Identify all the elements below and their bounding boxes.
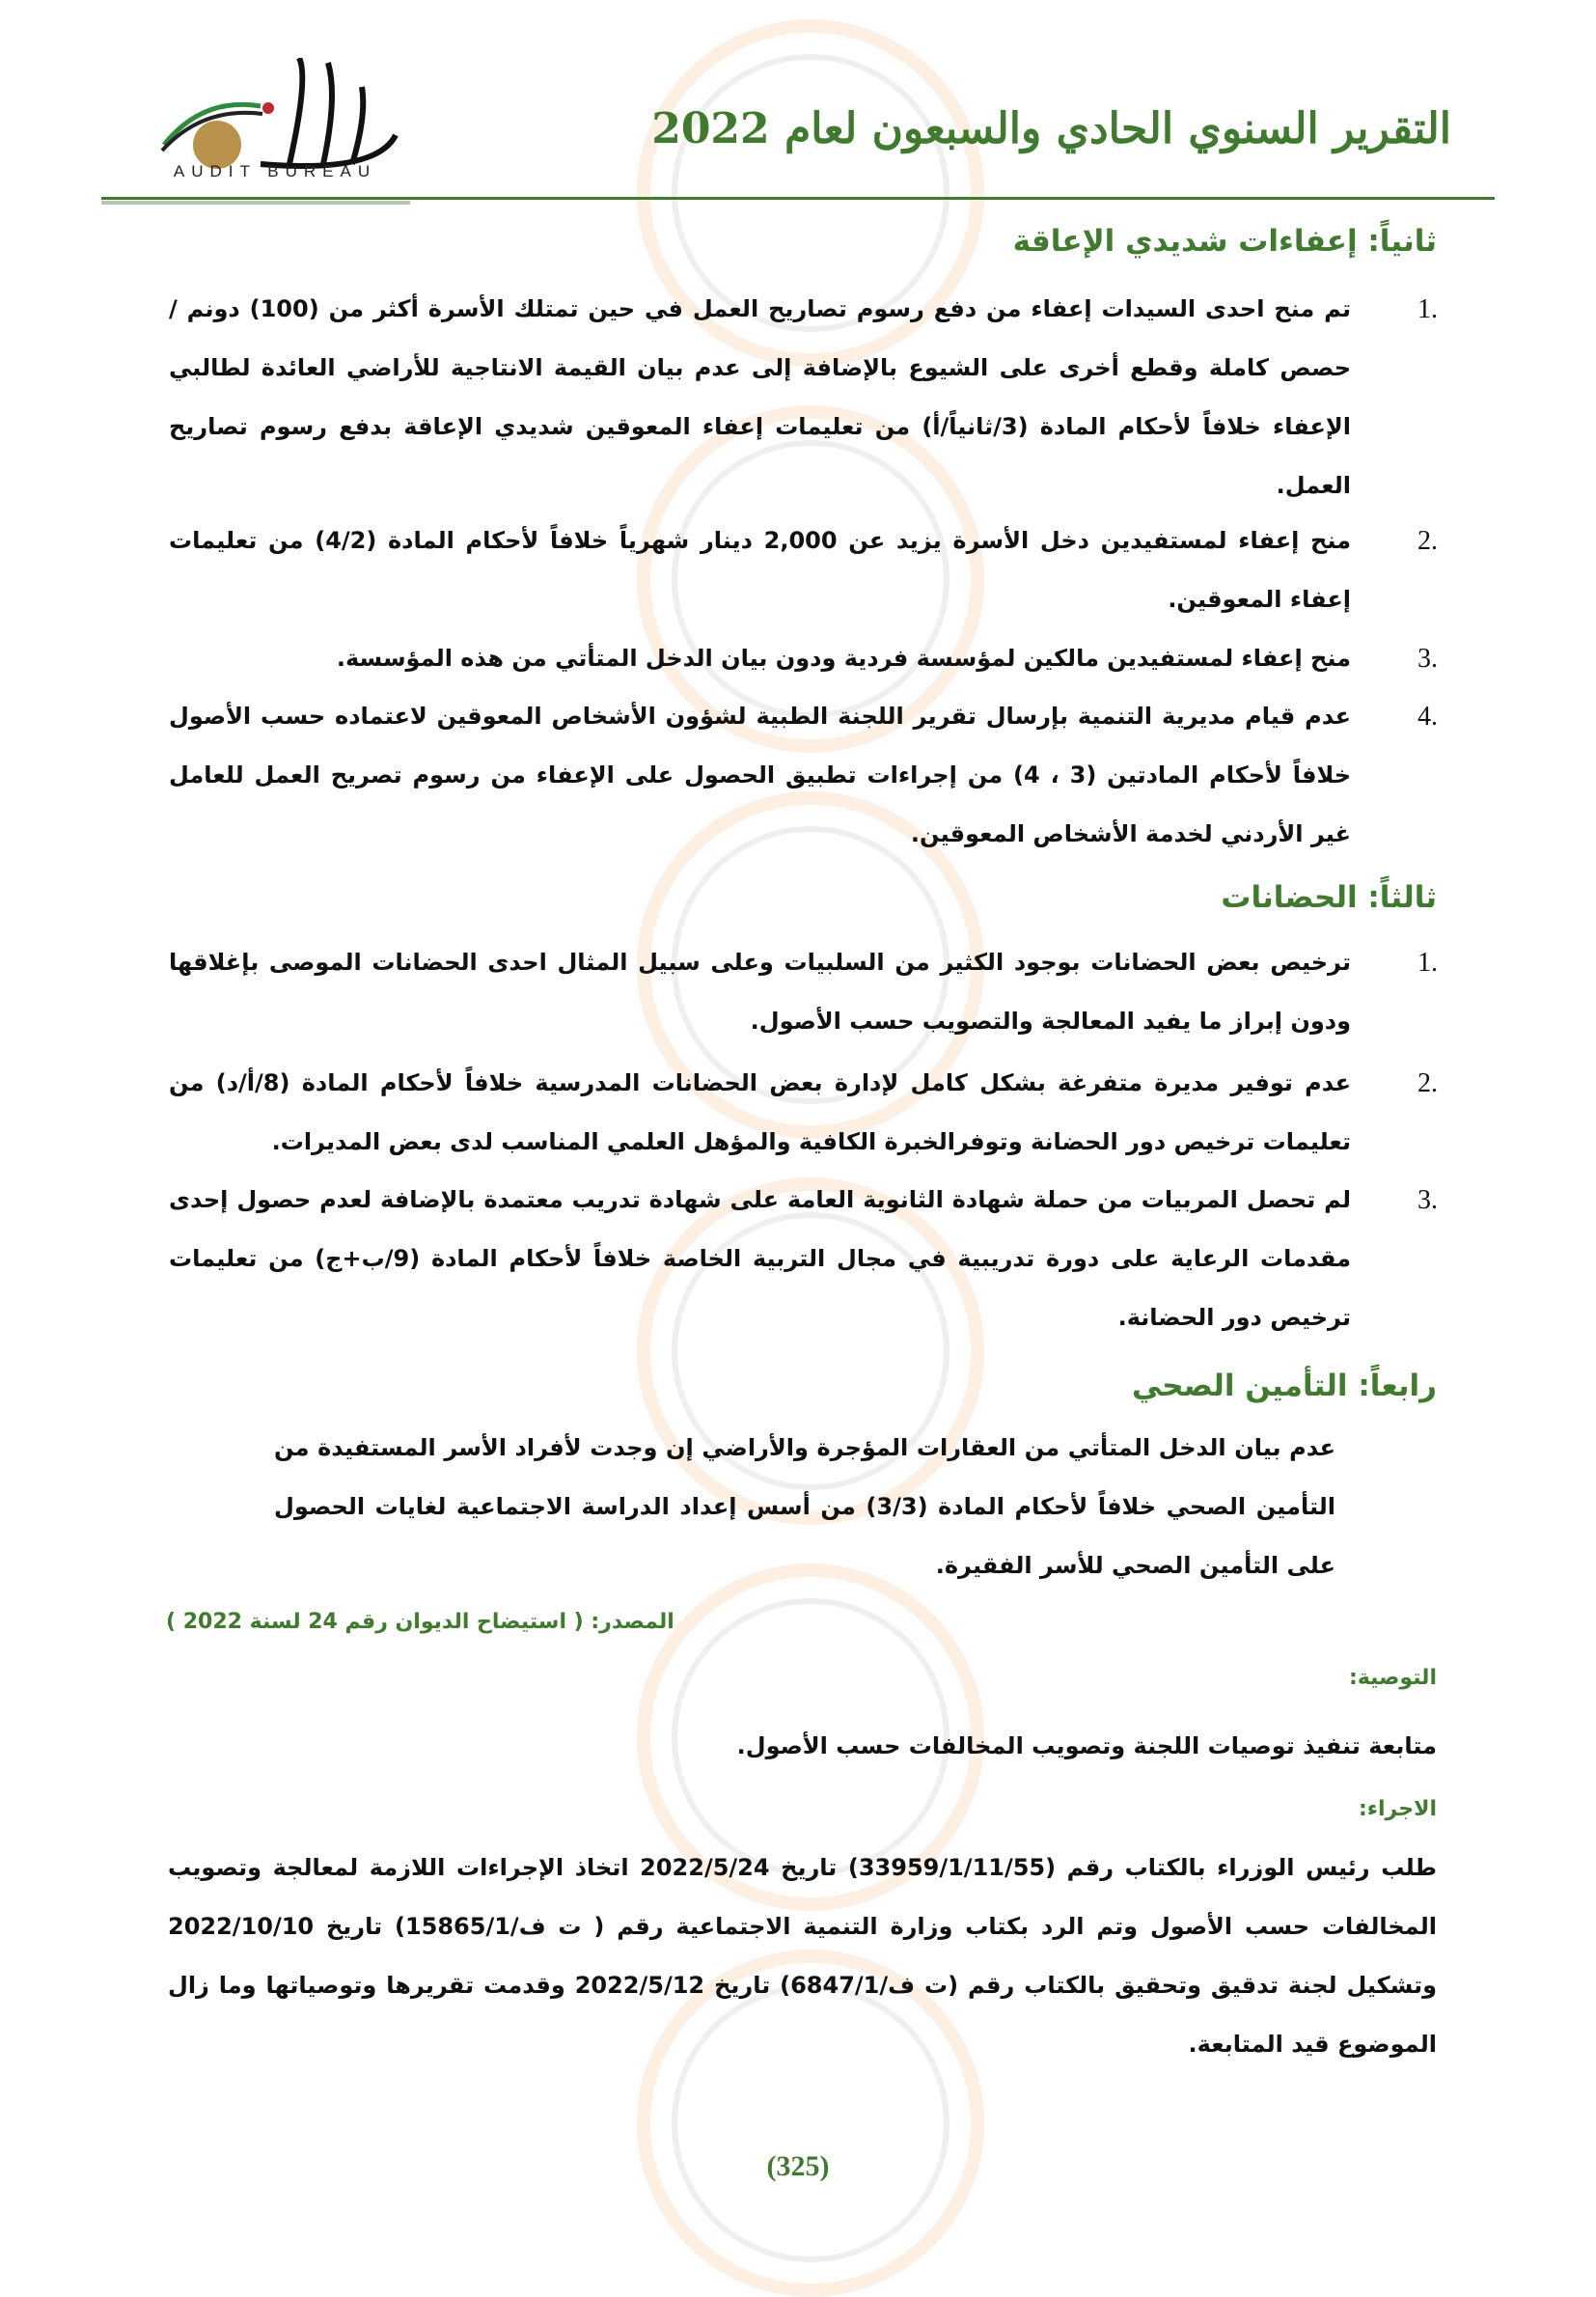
item-number: 1.	[1417, 294, 1438, 324]
list-item: منح إعفاء لمستفيدين دخل الأسرة يزيد عن 2,000 دينار شهرياً خلافاً لأحكام المادة (4/2) من تعليمات إعفاء المعوقين.	[169, 527, 1352, 613]
section-heading-health-insurance: رابعاً: التأمين الصحي	[1131, 1369, 1437, 1403]
header-divider	[101, 197, 1495, 200]
item-number: 3.	[1417, 644, 1438, 674]
source-note: المصدر: ( استيضاح الديوان رقم 24 لسنة 2022 )	[166, 1610, 674, 1634]
report-title: التقرير السنوي الحادي والسبعون لعام 2022	[651, 104, 1451, 153]
item-number: 3.	[1417, 1185, 1438, 1215]
list-item: عدم قيام مديرية التنمية بإرسال تقرير اللجنة الطبية لشؤون الأشخاص المعوقين لاعتماده حسب الأصول خلافاً لأحكام المادتين (3 ، 4) من إجراءات تطبيق الحصول على الإعفاء من رسوم تصريح العمل للعامل غير الأردني لخدمة الأشخاص المعوقين.	[169, 703, 1351, 847]
item-number: 1.	[1417, 948, 1438, 978]
logo-text: AUDIT BUREAU	[173, 162, 377, 180]
list-item: منح إعفاء لمستفيدين مالكين لمؤسسة فردية ودون بيان الدخل المتأتي من هذه المؤسسة.	[336, 645, 1351, 672]
section-heading-disability-exemptions: ثانياً: إعفاءات شديدي الإعاقة	[1012, 224, 1437, 259]
recommendation-text: متابعة تنفيذ توصيات اللجنة وتصويب المخالفات حسب الأصول.	[736, 1732, 1437, 1759]
section-heading-nurseries: ثالثاً: الحضانات	[1221, 880, 1437, 915]
list-item: عدم توفير مديرة متفرغة بشكل كامل لإدارة بعض الحضانات المدرسية خلافاً لأحكام المادة (8/أ/د) من تعليمات ترخيص دور الحضانة وتوفرالخبرة الكافية والمؤهل العلمي المناسب لدى بعض المديرات.	[169, 1069, 1352, 1155]
recommendation-label: التوصية:	[1349, 1666, 1437, 1690]
action-label: الاجراء:	[1358, 1797, 1437, 1821]
item-number: 2.	[1417, 1068, 1438, 1098]
list-item: تم منح احدى السيدات إعفاء من دفع رسوم تصاريح العمل في حين تمتلك الأسرة أكثر من (100) دونم /حصص كاملة وقطع أخرى على الشيوع بالإضافة إلى عدم بيان القيمة الانتاجية للأراضي العائدة لطالبي الإعفاء خلافاً لأحكام المادة (3/ثانياً/أ) من تعليمات إعفاء المعوقين شديدي الإعاقة بدفع رسوم تصاريح العمل.	[169, 295, 1352, 499]
list-item: لم تحصل المربيات من حملة شهادة الثانوية العامة على شهادة تدريب معتمدة بالإضافة لعدم حصول إحدى مقدمات الرعاية على دورة تدريبية في مجال التربية الخاصة خلافاً لأحكام المادة (9/ب+ج) من تعليمات ترخيص دور الحضانة.	[169, 1186, 1352, 1331]
item-number: 4.	[1417, 702, 1438, 732]
page-number: (325)	[766, 2150, 830, 2182]
action-text: طلب رئيس الوزراء بالكتاب رقم (33959/1/11/55) تاريخ 2022/5/24 اتخاذ الإجراءات اللازمة لمعالجة وتصويب المخالفات حسب الأصول وتم الرد بكتاب وزارة التنمية الاجتماعية رقم ( ت ف/15865/1) تاريخ 2022/10/10 وتشكيل لجنة تدقيق وتحقيق بالكتاب رقم (ت ف/6847/1) تاريخ 2022/5/12 وقدمت تقريرها وتوصياتها وما زال الموضوع قيد المتابعة.	[168, 1854, 1438, 2058]
health-insurance-paragraph: عدم بيان الدخل المتأتي من العقارات المؤجرة والأراضي إن وجدت لأفراد الأسر المستفيدة من التأمين الصحي خلافاً لأحكام المادة (3/3) من أسس إعداد الدراسة الاجتماعية لغايات الحصول على التأمين الصحي للأسر الفقيرة.	[274, 1434, 1335, 1579]
item-number: 2.	[1417, 526, 1438, 556]
list-item: ترخيص بعض الحضانات بوجود الكثير من السلبيات وعلى سبيل المثال احدى الحضانات الموصى بإغلاقها ودون إبراز ما يفيد المعالجة والتصويب حسب الأصول.	[169, 949, 1351, 1035]
header-divider-accent	[101, 201, 410, 205]
